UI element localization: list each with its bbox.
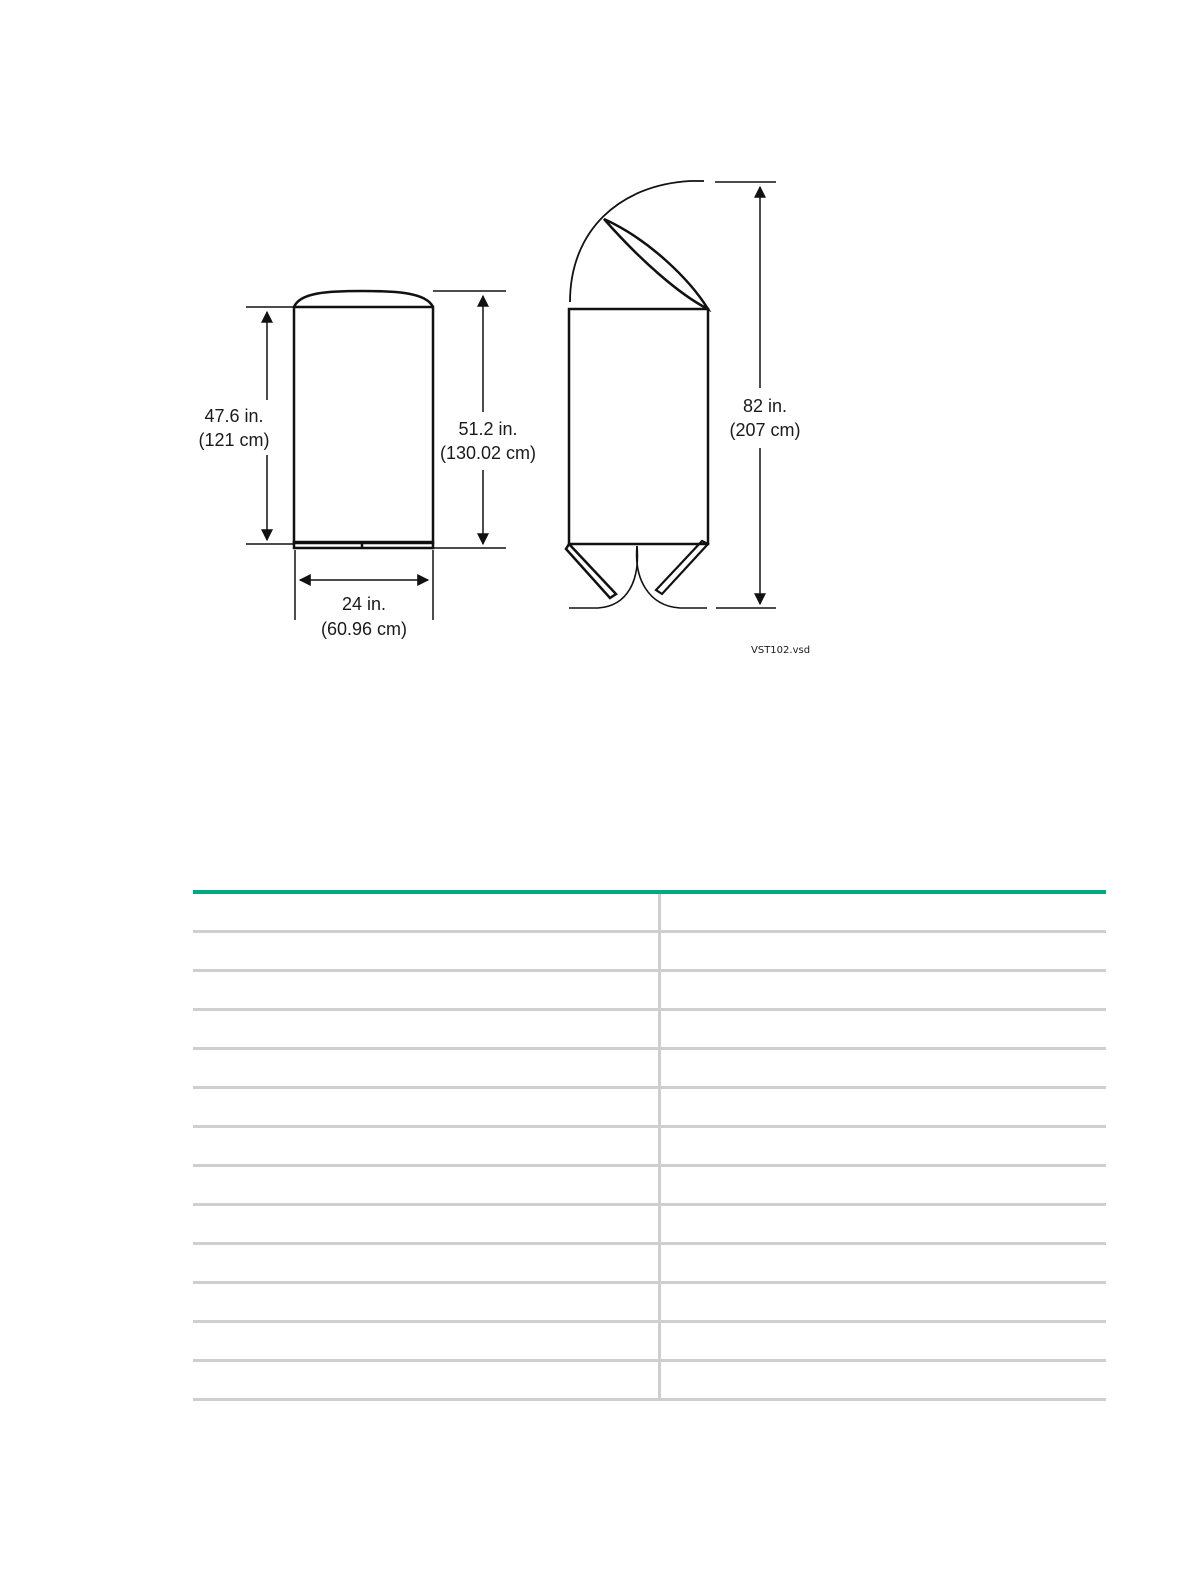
table-cell: [660, 1361, 1107, 1400]
table-cell: [193, 1010, 660, 1049]
front-height-label-line2: (121 cm): [198, 430, 270, 450]
table-cell: [193, 1127, 660, 1166]
front-width-label-line1: 24 in.: [341, 594, 387, 614]
table-row: [193, 1361, 1106, 1400]
front-height-label-line1: 47.6 in.: [204, 406, 264, 426]
table-cell: [193, 1244, 660, 1283]
table-row: [193, 971, 1106, 1010]
table-row: [193, 1244, 1106, 1283]
table-row: [193, 1010, 1106, 1049]
table-cell: [660, 1322, 1107, 1361]
table-row: [193, 1127, 1106, 1166]
table-cell: [193, 1049, 660, 1088]
table-row: [193, 1166, 1106, 1205]
table-cell: [193, 971, 660, 1010]
front-width-label-line2: (60.96 cm): [320, 619, 408, 639]
table-cell: [193, 1166, 660, 1205]
table-cell: [660, 1244, 1107, 1283]
table-header-cell: [193, 892, 660, 932]
side-height-dimension: [715, 182, 776, 608]
table-cell: [660, 971, 1107, 1010]
table-cell: [660, 1205, 1107, 1244]
table-cell: [193, 1361, 660, 1400]
table-cell: [193, 1283, 660, 1322]
table-row: [193, 1049, 1106, 1088]
table-cell: [193, 932, 660, 971]
table-row: [193, 1322, 1106, 1361]
side-view-cabinet: [566, 181, 708, 608]
table-row: [193, 1283, 1106, 1322]
table-cell: [660, 1283, 1107, 1322]
table-cell: [193, 1322, 660, 1361]
table-cell: [660, 1049, 1107, 1088]
front-overall-height-label-line2: (130.02 cm): [439, 443, 537, 463]
table-cell: [660, 1088, 1107, 1127]
cabinet-dimensions-diagram: [0, 0, 1189, 700]
figure-file-name: VST102.vsd: [751, 645, 811, 656]
table-cell: [660, 1166, 1107, 1205]
specifications-table: [193, 890, 1106, 1401]
table-cell: [193, 1205, 660, 1244]
table-row: [193, 1088, 1106, 1127]
table-cell: [193, 1088, 660, 1127]
table-header-cell: [660, 892, 1107, 932]
table-row: [193, 932, 1106, 971]
table-cell: [660, 1010, 1107, 1049]
table-row: [193, 1205, 1106, 1244]
side-height-label-line2: (207 cm): [729, 420, 801, 440]
side-height-label-line1: 82 in.: [742, 396, 788, 416]
front-view-cabinet: [294, 291, 433, 548]
table-header-row: [193, 892, 1106, 932]
table-cell: [660, 932, 1107, 971]
table-cell: [660, 1127, 1107, 1166]
front-overall-height-label-line1: 51.2 in.: [458, 419, 518, 439]
